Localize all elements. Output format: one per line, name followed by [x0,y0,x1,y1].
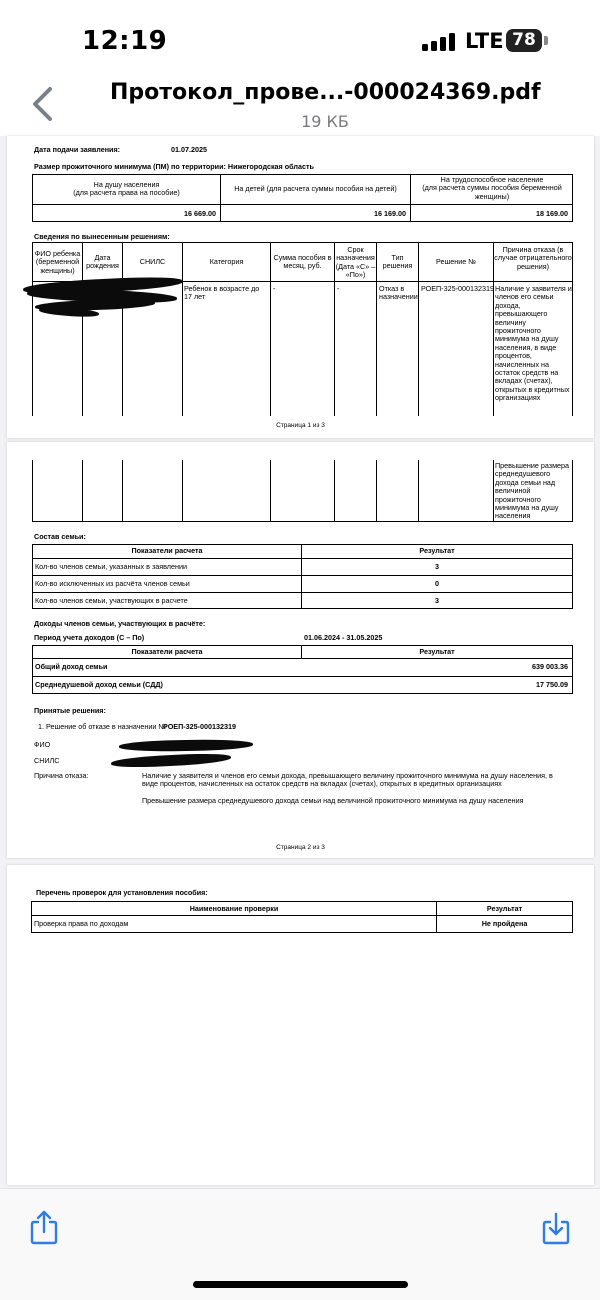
accepted-decisions-title: Принятые решения: [34,706,106,715]
network-type: LTE [465,29,504,53]
share-button[interactable] [27,1209,61,1245]
application-date-label: Дата подачи заявления: [34,145,121,154]
home-indicator[interactable] [193,1281,408,1288]
family-row-value: 3 [435,596,439,605]
pm-header-children: На детей (для расчета суммы пособия на детей) [234,184,397,193]
decision-line: 1. Решение об отказе в назначении № [38,722,167,731]
row-decision-type: Отказ в назначении [379,284,418,302]
decisions-title: Сведения по вынесенным решениям: [34,232,170,241]
navigation-bar [0,72,600,136]
battery-tip [544,36,548,45]
pm-header-working: На трудоспособное население (для расчета суммы пособия беременной женщины) [422,175,562,201]
col-child-name: ФИО ребенка (беременной женщины) [34,249,81,275]
application-date-value: 01.07.2025 [171,145,207,154]
family-row-label: Кол-во исключенных из расчёта членов семьи [35,579,190,588]
income-header-result: Результат [419,647,455,656]
col-decision-type: Тип решения [382,253,413,271]
subsistence-minimum-title: Размер прожиточного минимума (ПМ) по территории: Нижегородская область [34,162,314,171]
income-row-value: 639 003.36 [532,662,568,671]
snils-label: СНИЛС [34,756,60,765]
family-header-result: Результат [419,546,455,555]
pm-value-children: 16 169.00 [374,209,406,218]
col-term: Срок назначения (Дата «С» – «По») [335,245,376,280]
redaction-mark [119,739,253,752]
col-category: Категория [209,257,244,266]
checks-header-name: Наименование проверки [189,904,279,913]
family-row-label: Кол-во членов семьи, указанных в заявлении [35,562,187,571]
pm-header-per-capita: На душу населения (для расчета права на пособие) [73,180,180,198]
income-row-label: Среднедушевой доход семьи (СДД) [35,680,163,689]
col-birth-date: Дата рождения [86,253,119,271]
row-amount: - [273,284,276,293]
status-bar [0,0,600,72]
decisions-table [32,242,573,243]
col-decision-number: Решение № [436,257,476,266]
page-footer: Страница 1 из 3 [276,422,325,429]
pm-value-per-capita: 16 669.00 [184,209,216,218]
battery-icon: 78 [506,29,542,52]
back-button[interactable] [30,86,56,122]
page-footer: Страница 2 из 3 [276,844,325,851]
fio-label: ФИО [34,740,51,749]
status-time: 12:19 [82,26,168,56]
row-term: - [337,284,340,293]
income-header-indicator: Показатели расчета [131,647,203,656]
income-period-value: 01.06.2024 - 31.05.2025 [304,633,383,642]
pm-value-working: 18 169.00 [536,209,568,218]
income-period-label: Период учета доходов (С – По) [34,633,145,642]
family-header-indicator: Показатели расчета [131,546,203,555]
refusal-reason-label: Причина отказа: [34,771,89,780]
pdf-page-3[interactable] [7,865,594,1185]
redaction-mark [111,752,231,769]
family-row-label: Кол-во членов семьи, участвующих в расчете [35,596,188,605]
row-category: Ребенок в возрасте до 17 лет [184,284,260,302]
share-icon [27,1209,61,1245]
refusal-reason-text-2: Превышение размера среднедушевого дохода семьи над величиной прожиточного минимума на душу населения [142,796,524,805]
save-to-files-button[interactable] [539,1209,573,1245]
checks-row-value: Не пройдена [481,919,528,928]
chevron-left-icon [30,86,56,122]
checks-header-result: Результат [486,904,523,913]
checks-title: Перечень проверок для установления пособия: [36,888,208,897]
family-row-value: 3 [435,562,439,571]
document-size: 19 КБ [301,112,349,131]
decision-number: РОЕП-325-000132319 [163,722,237,731]
refusal-reason-text-1: Наличие у заявителя и членов его семьи дохода, превышающего величину прожиточного минимума на душу населения, в виде процентов, начисленных на остаток средств на вкладах (счетах), открытых в кредитных организациях [142,771,553,789]
pdf-page-2[interactable] [7,442,594,858]
row-refusal-reason: Наличие у заявителя и членов его семьи дохода, превышающего величину прожиточного минимума на душу населения, в виде процентов, начисленных на остаток средств на вкладах (счетах), открытых в кредитных организациях [495,284,572,403]
income-title: Доходы членов семьи, участвующих в расчёте: [34,619,206,628]
checks-row-label: Проверка права по доходам [34,919,129,928]
row-decision-number: РОЕП-325-000132319 [421,284,494,293]
col-refusal-reason: Причина отказа (в случае отрицательного решения) [494,245,572,271]
document-title: Протокол_прове...-000024369.pdf [110,80,541,105]
decisions-table-continued [32,521,573,522]
col-amount: Сумма пособия в месяц, руб. [273,253,332,271]
income-row-label: Общий доход семьи [35,662,108,671]
cellular-signal-icon [422,33,456,51]
family-title: Состав семьи: [34,532,86,541]
income-row-value: 17 750.09 [536,680,568,689]
col-snils: СНИЛС [139,257,166,266]
save-to-files-icon [539,1209,573,1245]
family-row-value: 0 [435,579,439,588]
pdf-page-1[interactable] [7,136,594,438]
row-refusal-reason-continued: Превышение размера среднедушевого дохода семьи над величиной прожиточного минимума на душу населения [495,461,570,521]
